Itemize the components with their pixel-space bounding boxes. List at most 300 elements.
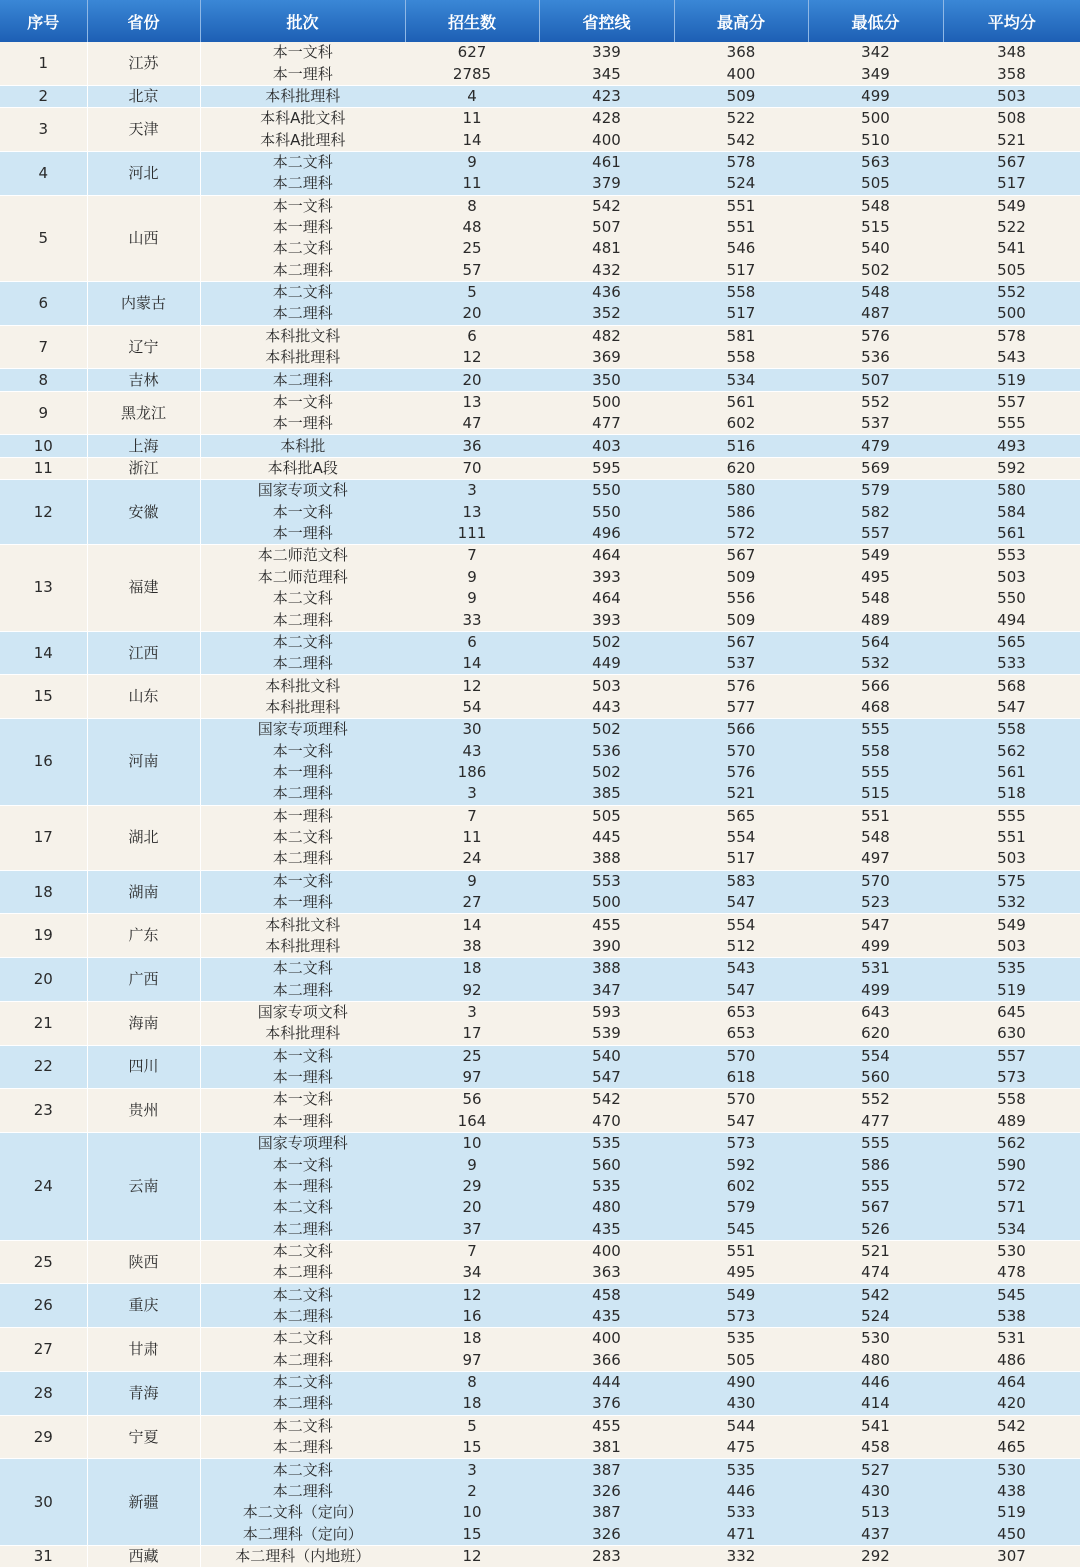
min-score-cell: 515 xyxy=(808,783,943,805)
control-line-cell: 347 xyxy=(539,979,674,1001)
control-line-cell: 542 xyxy=(539,195,674,217)
index-cell: 8 xyxy=(0,369,87,391)
enrollment-cell: 627 xyxy=(405,42,539,63)
avg-score-cell: 557 xyxy=(943,391,1080,413)
min-score-cell: 523 xyxy=(808,892,943,914)
province-cell: 吉林 xyxy=(87,369,200,391)
control-line-cell: 423 xyxy=(539,85,674,107)
max-score-cell: 570 xyxy=(674,1089,808,1111)
table-row xyxy=(0,325,1080,347)
table-row xyxy=(0,435,1080,457)
avg-score-cell: 572 xyxy=(943,1176,1080,1197)
avg-score-cell: 503 xyxy=(943,936,1080,958)
control-line-cell: 481 xyxy=(539,238,674,259)
enrollment-cell: 3 xyxy=(405,783,539,805)
enrollment-cell: 10 xyxy=(405,1502,539,1523)
control-line-cell: 443 xyxy=(539,697,674,719)
index-cell: 13 xyxy=(0,545,87,631)
index-cell: 15 xyxy=(0,675,87,719)
province-cell: 青海 xyxy=(87,1371,200,1415)
avg-score-cell: 549 xyxy=(943,914,1080,936)
avg-score-cell: 500 xyxy=(943,303,1080,325)
batch-cell: 本一理科 xyxy=(200,1111,405,1133)
max-score-cell: 545 xyxy=(674,1218,808,1240)
province-cell: 浙江 xyxy=(87,457,200,479)
batch-cell: 本一文科 xyxy=(200,1045,405,1067)
min-score-cell: 579 xyxy=(808,480,943,502)
table-row xyxy=(0,1328,1080,1350)
enrollment-cell: 11 xyxy=(405,827,539,848)
min-score-cell: 582 xyxy=(808,502,943,523)
max-score-cell: 542 xyxy=(674,129,808,151)
header-avg-score: 平均分 xyxy=(943,0,1080,42)
header-control-line: 省控线 xyxy=(539,0,674,42)
max-score-cell: 620 xyxy=(674,457,808,479)
control-line-cell: 502 xyxy=(539,719,674,741)
table-row xyxy=(0,914,1080,936)
enrollment-cell: 111 xyxy=(405,523,539,545)
enrollment-cell: 186 xyxy=(405,762,539,783)
index-cell: 26 xyxy=(0,1284,87,1328)
avg-score-cell: 522 xyxy=(943,217,1080,238)
max-score-cell: 368 xyxy=(674,42,808,63)
max-score-cell: 521 xyxy=(674,783,808,805)
table-row xyxy=(0,631,1080,653)
min-score-cell: 548 xyxy=(808,588,943,609)
min-score-cell: 521 xyxy=(808,1240,943,1262)
control-line-cell: 428 xyxy=(539,108,674,130)
enrollment-cell: 14 xyxy=(405,914,539,936)
max-score-cell: 430 xyxy=(674,1393,808,1415)
table-row xyxy=(0,108,1080,130)
province-cell: 湖北 xyxy=(87,805,200,870)
batch-cell: 本二文科 xyxy=(200,1415,405,1437)
min-score-cell: 524 xyxy=(808,1306,943,1328)
table-body xyxy=(0,42,1080,1567)
control-line-cell: 593 xyxy=(539,1001,674,1023)
min-score-cell: 564 xyxy=(808,631,943,653)
max-score-cell: 551 xyxy=(674,217,808,238)
min-score-cell: 554 xyxy=(808,1045,943,1067)
control-line-cell: 366 xyxy=(539,1350,674,1372)
min-score-cell: 487 xyxy=(808,303,943,325)
min-score-cell: 489 xyxy=(808,609,943,631)
batch-cell: 本一理科 xyxy=(200,217,405,238)
avg-score-cell: 533 xyxy=(943,653,1080,675)
batch-cell: 本科批理科 xyxy=(200,1023,405,1045)
control-line-cell: 539 xyxy=(539,1023,674,1045)
avg-score-cell: 508 xyxy=(943,108,1080,130)
avg-score-cell: 578 xyxy=(943,325,1080,347)
enrollment-cell: 48 xyxy=(405,217,539,238)
enrollment-cell: 164 xyxy=(405,1111,539,1133)
min-score-cell: 342 xyxy=(808,42,943,63)
index-cell: 6 xyxy=(0,281,87,325)
control-line-cell: 345 xyxy=(539,63,674,85)
batch-cell: 本二师范文科 xyxy=(200,545,405,567)
batch-cell: 本二理科 xyxy=(200,1481,405,1502)
max-score-cell: 551 xyxy=(674,1240,808,1262)
min-score-cell: 530 xyxy=(808,1328,943,1350)
min-score-cell: 468 xyxy=(808,697,943,719)
min-score-cell: 499 xyxy=(808,936,943,958)
province-cell: 黑龙江 xyxy=(87,391,200,435)
table-row xyxy=(0,958,1080,980)
avg-score-cell: 545 xyxy=(943,1284,1080,1306)
avg-score-cell: 558 xyxy=(943,719,1080,741)
enrollment-cell: 15 xyxy=(405,1523,539,1545)
max-score-cell: 566 xyxy=(674,719,808,741)
control-line-cell: 400 xyxy=(539,129,674,151)
min-score-cell: 502 xyxy=(808,260,943,282)
batch-cell: 本二理科 xyxy=(200,260,405,282)
table-row xyxy=(0,1132,1080,1154)
index-cell: 14 xyxy=(0,631,87,675)
max-score-cell: 517 xyxy=(674,260,808,282)
max-score-cell: 618 xyxy=(674,1067,808,1089)
batch-cell: 本一文科 xyxy=(200,1154,405,1175)
max-score-cell: 400 xyxy=(674,63,808,85)
enrollment-cell: 2785 xyxy=(405,63,539,85)
enrollment-cell: 13 xyxy=(405,391,539,413)
min-score-cell: 495 xyxy=(808,567,943,588)
avg-score-cell: 486 xyxy=(943,1350,1080,1372)
index-cell: 17 xyxy=(0,805,87,870)
max-score-cell: 551 xyxy=(674,195,808,217)
enrollment-cell: 11 xyxy=(405,173,539,195)
batch-cell: 本一理科 xyxy=(200,762,405,783)
batch-cell: 国家专项文科 xyxy=(200,1001,405,1023)
batch-cell: 国家专项文科 xyxy=(200,480,405,502)
max-score-cell: 565 xyxy=(674,805,808,827)
control-line-cell: 535 xyxy=(539,1132,674,1154)
control-line-cell: 435 xyxy=(539,1306,674,1328)
max-score-cell: 509 xyxy=(674,567,808,588)
control-line-cell: 547 xyxy=(539,1067,674,1089)
avg-score-cell: 478 xyxy=(943,1262,1080,1284)
avg-score-cell: 465 xyxy=(943,1437,1080,1459)
avg-score-cell: 565 xyxy=(943,631,1080,653)
max-score-cell: 577 xyxy=(674,697,808,719)
batch-cell: 本二师范理科 xyxy=(200,567,405,588)
min-score-cell: 430 xyxy=(808,1481,943,1502)
avg-score-cell: 580 xyxy=(943,480,1080,502)
control-line-cell: 535 xyxy=(539,1176,674,1197)
max-score-cell: 543 xyxy=(674,958,808,980)
batch-cell: 本二文科 xyxy=(200,1197,405,1218)
min-score-cell: 532 xyxy=(808,653,943,675)
control-line-cell: 505 xyxy=(539,805,674,827)
index-cell: 20 xyxy=(0,958,87,1002)
avg-score-cell: 630 xyxy=(943,1023,1080,1045)
avg-score-cell: 519 xyxy=(943,979,1080,1001)
max-score-cell: 570 xyxy=(674,1045,808,1067)
min-score-cell: 446 xyxy=(808,1371,943,1393)
table-row xyxy=(0,1545,1080,1567)
avg-score-cell: 464 xyxy=(943,1371,1080,1393)
avg-score-cell: 551 xyxy=(943,827,1080,848)
control-line-cell: 326 xyxy=(539,1481,674,1502)
table-row xyxy=(0,369,1080,391)
batch-cell: 本二理科 xyxy=(200,1262,405,1284)
avg-score-cell: 535 xyxy=(943,958,1080,980)
batch-cell: 本二理科 xyxy=(200,848,405,870)
avg-score-cell: 573 xyxy=(943,1067,1080,1089)
max-score-cell: 572 xyxy=(674,523,808,545)
min-score-cell: 507 xyxy=(808,369,943,391)
max-score-cell: 517 xyxy=(674,848,808,870)
control-line-cell: 536 xyxy=(539,741,674,762)
batch-cell: 本科批A段 xyxy=(200,457,405,479)
batch-cell: 本一文科 xyxy=(200,741,405,762)
index-cell: 2 xyxy=(0,85,87,107)
index-cell: 1 xyxy=(0,42,87,85)
table-row xyxy=(0,805,1080,827)
control-line-cell: 502 xyxy=(539,631,674,653)
province-cell: 山东 xyxy=(87,675,200,719)
batch-cell: 本二理科 xyxy=(200,653,405,675)
batch-cell: 本一理科 xyxy=(200,1176,405,1197)
avg-score-cell: 505 xyxy=(943,260,1080,282)
index-cell: 28 xyxy=(0,1371,87,1415)
avg-score-cell: 562 xyxy=(943,741,1080,762)
avg-score-cell: 450 xyxy=(943,1523,1080,1545)
max-score-cell: 544 xyxy=(674,1415,808,1437)
enrollment-cell: 54 xyxy=(405,697,539,719)
enrollment-cell: 7 xyxy=(405,1240,539,1262)
enrollment-cell: 36 xyxy=(405,435,539,457)
control-line-cell: 400 xyxy=(539,1328,674,1350)
batch-cell: 本二文科 xyxy=(200,827,405,848)
enrollment-cell: 8 xyxy=(405,195,539,217)
control-line-cell: 435 xyxy=(539,1218,674,1240)
control-line-cell: 482 xyxy=(539,325,674,347)
enrollment-cell: 20 xyxy=(405,369,539,391)
max-score-cell: 554 xyxy=(674,914,808,936)
max-score-cell: 573 xyxy=(674,1132,808,1154)
min-score-cell: 576 xyxy=(808,325,943,347)
min-score-cell: 542 xyxy=(808,1284,943,1306)
control-line-cell: 540 xyxy=(539,1045,674,1067)
max-score-cell: 517 xyxy=(674,303,808,325)
enrollment-cell: 33 xyxy=(405,609,539,631)
enrollment-cell: 97 xyxy=(405,1067,539,1089)
enrollment-cell: 14 xyxy=(405,129,539,151)
table-row xyxy=(0,1415,1080,1437)
max-score-cell: 490 xyxy=(674,1371,808,1393)
index-cell: 7 xyxy=(0,325,87,369)
max-score-cell: 537 xyxy=(674,653,808,675)
max-score-cell: 570 xyxy=(674,741,808,762)
batch-cell: 本一文科 xyxy=(200,1089,405,1111)
province-cell: 广东 xyxy=(87,914,200,958)
index-cell: 3 xyxy=(0,108,87,152)
avg-score-cell: 543 xyxy=(943,347,1080,369)
province-cell: 新疆 xyxy=(87,1459,200,1545)
min-score-cell: 620 xyxy=(808,1023,943,1045)
batch-cell: 本二文科 xyxy=(200,151,405,173)
min-score-cell: 510 xyxy=(808,129,943,151)
avg-score-cell: 562 xyxy=(943,1132,1080,1154)
max-score-cell: 549 xyxy=(674,1284,808,1306)
table-row xyxy=(0,391,1080,413)
enrollment-cell: 97 xyxy=(405,1350,539,1372)
max-score-cell: 578 xyxy=(674,151,808,173)
batch-cell: 本二理科 xyxy=(200,1350,405,1372)
control-line-cell: 387 xyxy=(539,1502,674,1523)
max-score-cell: 509 xyxy=(674,85,808,107)
province-cell: 江西 xyxy=(87,631,200,675)
control-line-cell: 350 xyxy=(539,369,674,391)
min-score-cell: 540 xyxy=(808,238,943,259)
control-line-cell: 449 xyxy=(539,653,674,675)
min-score-cell: 536 xyxy=(808,347,943,369)
max-score-cell: 512 xyxy=(674,936,808,958)
control-line-cell: 379 xyxy=(539,173,674,195)
max-score-cell: 579 xyxy=(674,1197,808,1218)
control-line-cell: 432 xyxy=(539,260,674,282)
table-row xyxy=(0,42,1080,63)
enrollment-cell: 30 xyxy=(405,719,539,741)
index-cell: 4 xyxy=(0,151,87,195)
min-score-cell: 548 xyxy=(808,195,943,217)
min-score-cell: 527 xyxy=(808,1459,943,1481)
avg-score-cell: 555 xyxy=(943,413,1080,435)
batch-cell: 本一理科 xyxy=(200,1067,405,1089)
index-cell: 12 xyxy=(0,480,87,545)
index-cell: 29 xyxy=(0,1415,87,1459)
index-cell: 11 xyxy=(0,457,87,479)
enrollment-cell: 11 xyxy=(405,108,539,130)
index-cell: 19 xyxy=(0,914,87,958)
max-score-cell: 446 xyxy=(674,1481,808,1502)
province-cell: 江苏 xyxy=(87,42,200,85)
province-cell: 重庆 xyxy=(87,1284,200,1328)
min-score-cell: 555 xyxy=(808,1176,943,1197)
min-score-cell: 547 xyxy=(808,914,943,936)
enrollment-cell: 29 xyxy=(405,1176,539,1197)
avg-score-cell: 538 xyxy=(943,1306,1080,1328)
enrollment-cell: 3 xyxy=(405,1001,539,1023)
avg-score-cell: 532 xyxy=(943,892,1080,914)
control-line-cell: 400 xyxy=(539,1240,674,1262)
avg-score-cell: 568 xyxy=(943,675,1080,697)
max-score-cell: 573 xyxy=(674,1306,808,1328)
min-score-cell: 643 xyxy=(808,1001,943,1023)
enrollment-cell: 47 xyxy=(405,413,539,435)
batch-cell: 本二文科 xyxy=(200,631,405,653)
index-cell: 25 xyxy=(0,1240,87,1284)
province-cell: 上海 xyxy=(87,435,200,457)
batch-cell: 本科批理科 xyxy=(200,697,405,719)
enrollment-cell: 9 xyxy=(405,1154,539,1175)
batch-cell: 本二文科 xyxy=(200,1328,405,1350)
table-row xyxy=(0,1284,1080,1306)
enrollment-cell: 12 xyxy=(405,675,539,697)
avg-score-cell: 592 xyxy=(943,457,1080,479)
avg-score-cell: 503 xyxy=(943,85,1080,107)
max-score-cell: 576 xyxy=(674,762,808,783)
min-score-cell: 567 xyxy=(808,1197,943,1218)
control-line-cell: 461 xyxy=(539,151,674,173)
enrollment-cell: 24 xyxy=(405,848,539,870)
max-score-cell: 547 xyxy=(674,979,808,1001)
enrollment-cell: 6 xyxy=(405,325,539,347)
control-line-cell: 455 xyxy=(539,914,674,936)
batch-cell: 本一理科 xyxy=(200,523,405,545)
max-score-cell: 558 xyxy=(674,281,808,303)
enrollment-cell: 92 xyxy=(405,979,539,1001)
batch-cell: 本二理科（内地班） xyxy=(200,1545,405,1567)
avg-score-cell: 558 xyxy=(943,1089,1080,1111)
min-score-cell: 477 xyxy=(808,1111,943,1133)
min-score-cell: 414 xyxy=(808,1393,943,1415)
enrollment-cell: 4 xyxy=(405,85,539,107)
enrollment-cell: 16 xyxy=(405,1306,539,1328)
province-cell: 陕西 xyxy=(87,1240,200,1284)
min-score-cell: 526 xyxy=(808,1218,943,1240)
header-min-score: 最低分 xyxy=(808,0,943,42)
max-score-cell: 495 xyxy=(674,1262,808,1284)
index-cell: 16 xyxy=(0,719,87,805)
control-line-cell: 352 xyxy=(539,303,674,325)
avg-score-cell: 503 xyxy=(943,567,1080,588)
province-cell: 辽宁 xyxy=(87,325,200,369)
avg-score-cell: 590 xyxy=(943,1154,1080,1175)
min-score-cell: 541 xyxy=(808,1415,943,1437)
batch-cell: 本二理科 xyxy=(200,783,405,805)
min-score-cell: 560 xyxy=(808,1067,943,1089)
index-cell: 23 xyxy=(0,1089,87,1133)
batch-cell: 本二文科 xyxy=(200,1459,405,1481)
max-score-cell: 535 xyxy=(674,1459,808,1481)
min-score-cell: 551 xyxy=(808,805,943,827)
avg-score-cell: 542 xyxy=(943,1415,1080,1437)
province-cell: 贵州 xyxy=(87,1089,200,1133)
min-score-cell: 558 xyxy=(808,741,943,762)
enrollment-cell: 56 xyxy=(405,1089,539,1111)
max-score-cell: 522 xyxy=(674,108,808,130)
min-score-cell: 531 xyxy=(808,958,943,980)
enrollment-cell: 3 xyxy=(405,1459,539,1481)
max-score-cell: 535 xyxy=(674,1328,808,1350)
batch-cell: 本一理科 xyxy=(200,413,405,435)
max-score-cell: 533 xyxy=(674,1502,808,1523)
max-score-cell: 586 xyxy=(674,502,808,523)
min-score-cell: 505 xyxy=(808,173,943,195)
control-line-cell: 496 xyxy=(539,523,674,545)
enrollment-cell: 18 xyxy=(405,1328,539,1350)
batch-cell: 本科批 xyxy=(200,435,405,457)
control-line-cell: 470 xyxy=(539,1111,674,1133)
avg-score-cell: 494 xyxy=(943,609,1080,631)
table-row xyxy=(0,1045,1080,1067)
batch-cell: 本二理科 xyxy=(200,1393,405,1415)
province-cell: 内蒙古 xyxy=(87,281,200,325)
control-line-cell: 542 xyxy=(539,1089,674,1111)
control-line-cell: 381 xyxy=(539,1437,674,1459)
enrollment-cell: 9 xyxy=(405,588,539,609)
max-score-cell: 547 xyxy=(674,1111,808,1133)
control-line-cell: 455 xyxy=(539,1415,674,1437)
index-cell: 31 xyxy=(0,1545,87,1567)
avg-score-cell: 561 xyxy=(943,523,1080,545)
min-score-cell: 500 xyxy=(808,108,943,130)
index-cell: 22 xyxy=(0,1045,87,1089)
batch-cell: 本一文科 xyxy=(200,870,405,892)
max-score-cell: 475 xyxy=(674,1437,808,1459)
enrollment-cell: 9 xyxy=(405,870,539,892)
